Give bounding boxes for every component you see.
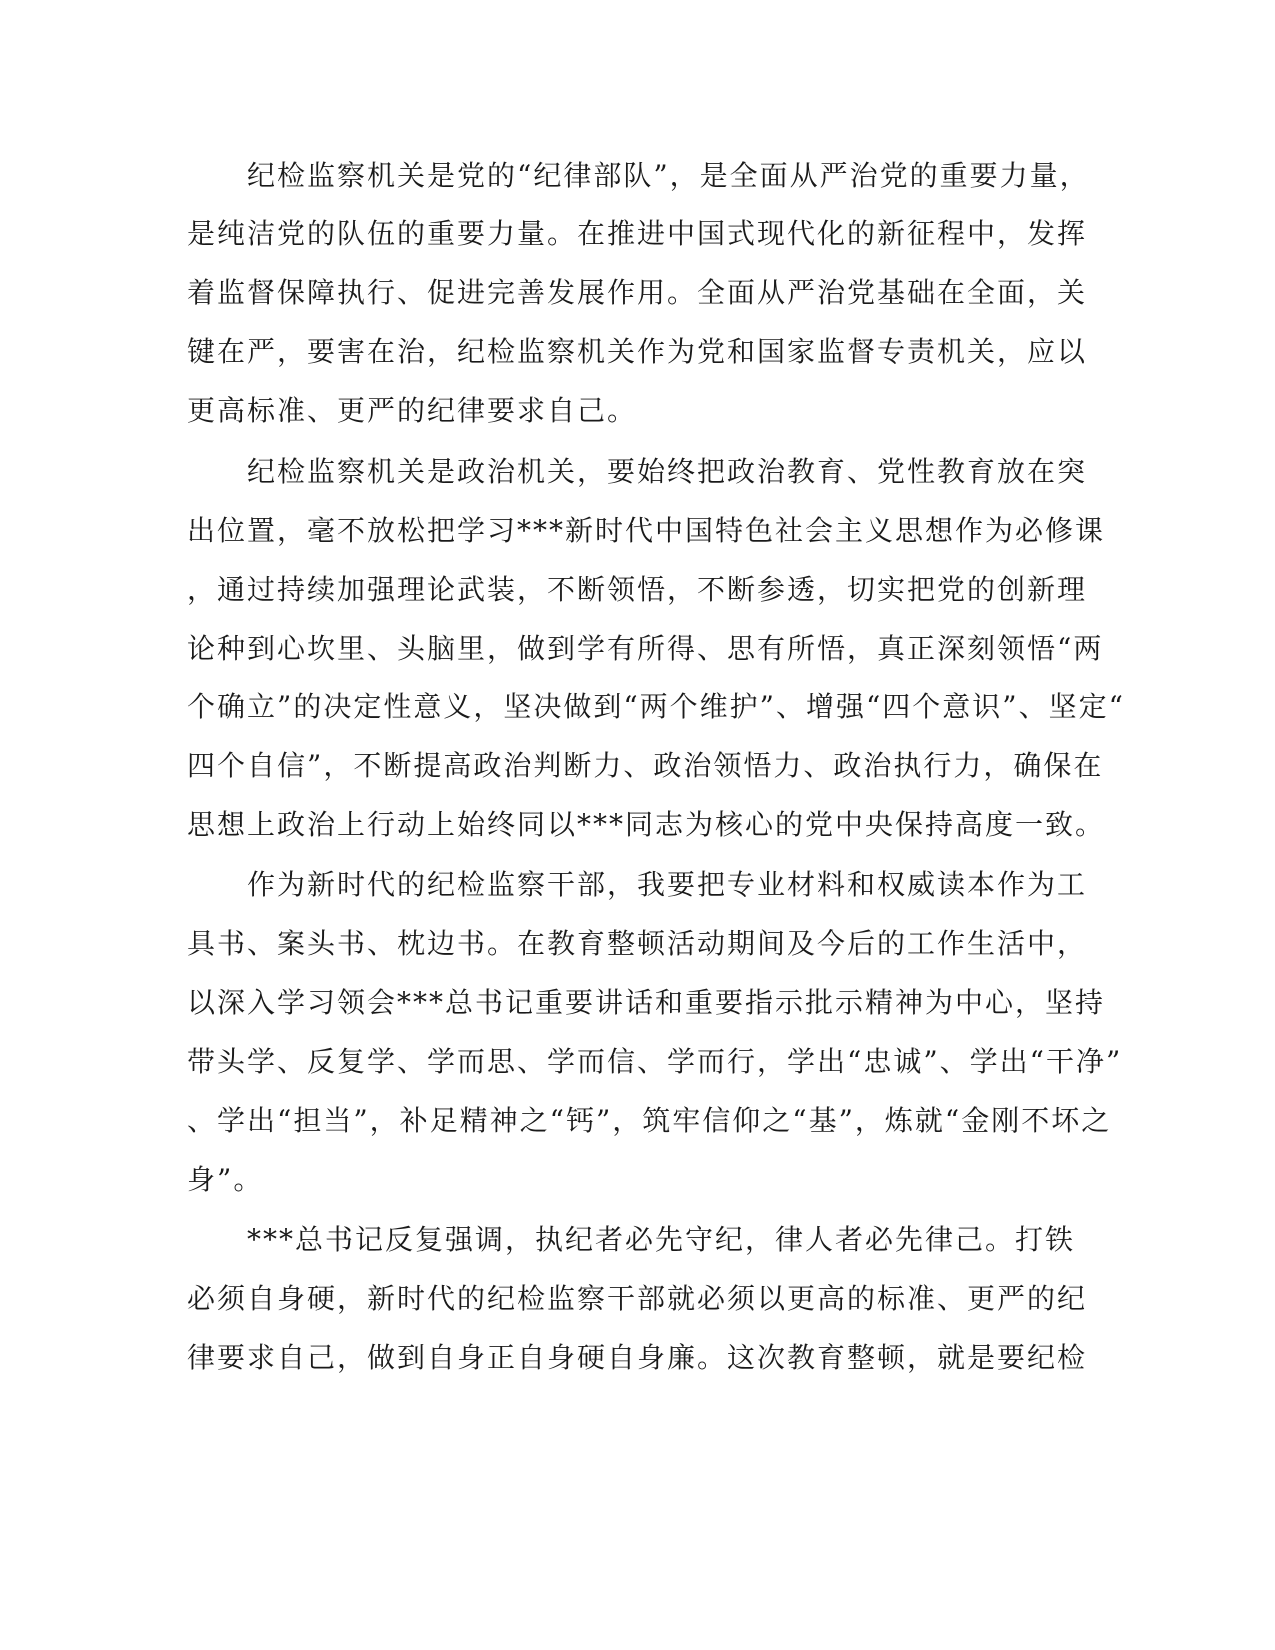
text-line: 身”。 — [187, 1163, 264, 1196]
text-line: 纪检监察机关是党的“纪律部队”，是全面从严治党的重要力量， — [187, 159, 1090, 192]
text-line: 、学出“担当”，补足精神之“钙”，筑牢信仰之“基”，炼就“金刚不坏之 — [187, 1104, 1112, 1137]
text-line: 律要求自己，做到自身正自身硬自身廉。这次教育整顿，就是要纪检 — [187, 1341, 1088, 1374]
text-line: 具书、案头书、枕边书。在教育整顿活动期间及今后的工作生活中， — [187, 927, 1088, 960]
text-line: 必须自身硬，新时代的纪检监察干部就必须以更高的标准、更严的纪 — [187, 1282, 1088, 1315]
text-line: 思想上政治上行动上始终同以***同志为核心的党中央保持高度一致。 — [187, 808, 1106, 841]
text-line: 纪检监察机关是政治机关，要始终把政治教育、党性教育放在突 — [187, 455, 1088, 488]
text-line: 是纯洁党的队伍的重要力量。在推进中国式现代化的新征程中，发挥 — [187, 217, 1088, 250]
text-line: 带头学、反复学、学而思、学而信、学而行，学出“忠诚”、学出“干净” — [187, 1045, 1123, 1078]
text-line: ***总书记反复强调，执纪者必先守纪，律人者必先律己。打铁 — [187, 1223, 1076, 1256]
text-line: 以深入学习领会***总书记重要讲话和重要指示批示精神为中心，坚持 — [187, 986, 1106, 1019]
text-line: 作为新时代的纪检监察干部，我要把专业材料和权威读本作为工 — [187, 868, 1088, 901]
text-line: 个确立”的决定性意义，坚决做到“两个维护”、增强“四个意识”、坚定“ — [187, 690, 1125, 723]
text-line: 出位置，毫不放松把学习***新时代中国特色社会主义思想作为必修课 — [187, 514, 1106, 547]
text-line: ，通过持续加强理论武装，不断领悟，不断参透，切实把党的创新理 — [187, 573, 1088, 606]
text-line: 更高标准、更严的纪律要求自己。 — [187, 394, 638, 427]
text-line: 论种到心坎里、头脑里，做到学有所得、思有所悟，真正深刻领悟“两 — [187, 632, 1104, 665]
text-line: 键在严，要害在治，纪检监察机关作为党和国家监督专责机关，应以 — [187, 335, 1088, 368]
text-line: 着监督保障执行、促进完善发展作用。全面从严治党基础在全面，关 — [187, 276, 1088, 309]
text-line: 四个自信”，不断提高政治判断力、政治领悟力、政治执行力，确保在 — [187, 749, 1104, 782]
